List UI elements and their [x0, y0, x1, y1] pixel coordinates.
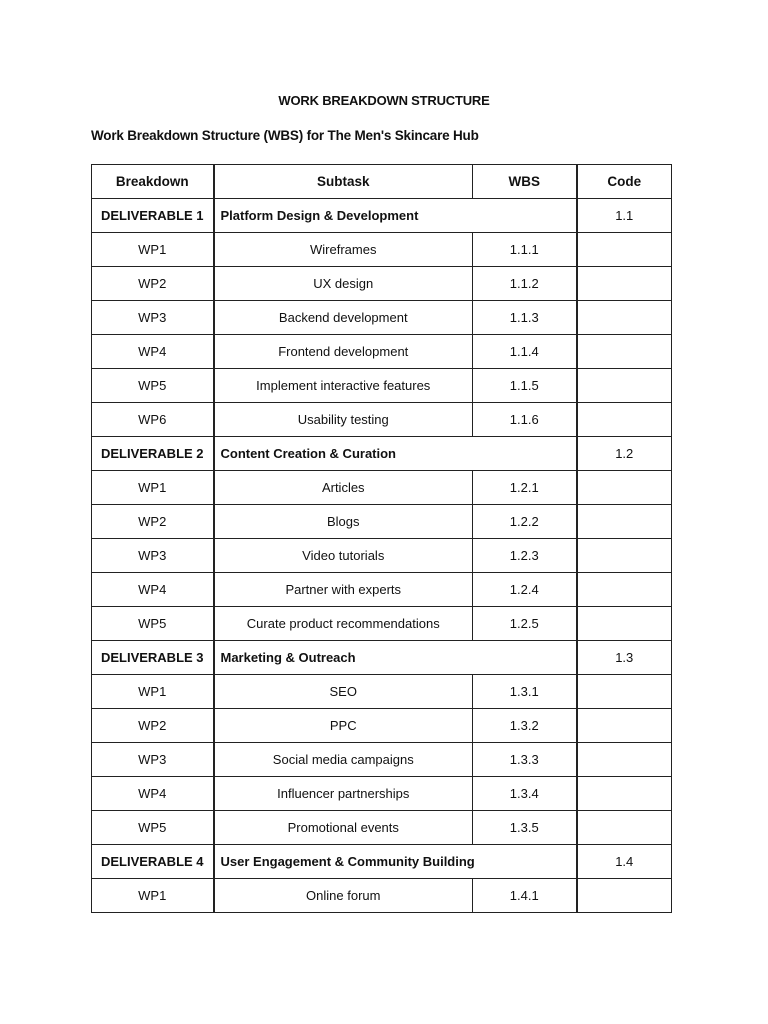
header-code: Code: [577, 165, 672, 199]
table-row: [92, 573, 672, 607]
wbs-cell: 1.1.4: [473, 335, 577, 369]
work-package-id: WP5: [92, 369, 214, 403]
code-cell: [577, 403, 672, 437]
code-cell: [577, 301, 672, 335]
table-row: [92, 539, 672, 573]
table-row: [92, 743, 672, 777]
subtask-cell: Social media campaigns: [214, 743, 473, 777]
subtask-cell: Articles: [214, 471, 473, 505]
work-package-id: WP3: [92, 743, 214, 777]
subtask-cell: PPC: [214, 709, 473, 743]
work-package-id: WP6: [92, 403, 214, 437]
code-cell: [577, 777, 672, 811]
table-row: [92, 709, 672, 743]
header-wbs: WBS: [473, 165, 577, 199]
table-row: [92, 811, 672, 845]
wbs-cell: 1.3.5: [473, 811, 577, 845]
wbs-cell: 1.2.3: [473, 539, 577, 573]
code-cell: [577, 879, 672, 913]
work-package-id: WP1: [92, 675, 214, 709]
table-row: [92, 471, 672, 505]
wbs-cell: 1.3.1: [473, 675, 577, 709]
subtask-cell: SEO: [214, 675, 473, 709]
code-cell: [577, 369, 672, 403]
table-row: [92, 335, 672, 369]
work-package-id: WP4: [92, 777, 214, 811]
code-cell: [577, 607, 672, 641]
subtask-cell: Online forum: [214, 879, 473, 913]
code-cell: [577, 573, 672, 607]
code-cell: [577, 505, 672, 539]
work-package-id: WP1: [92, 879, 214, 913]
subtask-cell: Influencer partnerships: [214, 777, 473, 811]
wbs-cell: 1.2.1: [473, 471, 577, 505]
deliverable-label: DELIVERABLE 1: [92, 199, 214, 233]
wbs-cell: 1.1.2: [473, 267, 577, 301]
code-cell: [577, 743, 672, 777]
subtask-cell: Usability testing: [214, 403, 473, 437]
work-package-id: WP1: [92, 233, 214, 267]
deliverable-code: 1.1: [577, 199, 672, 233]
work-package-id: WP4: [92, 573, 214, 607]
deliverable-row: [92, 845, 672, 879]
code-cell: [577, 539, 672, 573]
table-row: [92, 267, 672, 301]
deliverable-code: 1.4: [577, 845, 672, 879]
header-subtask: Subtask: [214, 165, 473, 199]
code-cell: [577, 471, 672, 505]
deliverable-code: 1.2: [577, 437, 672, 471]
table-header-row: [92, 165, 672, 199]
deliverable-title: Platform Design & Development: [214, 199, 577, 233]
wbs-cell: 1.1.5: [473, 369, 577, 403]
wbs-cell: 1.3.4: [473, 777, 577, 811]
wbs-table: [91, 164, 672, 913]
wbs-cell: 1.1.6: [473, 403, 577, 437]
deliverable-label: DELIVERABLE 4: [92, 845, 214, 879]
wbs-cell: 1.1.3: [473, 301, 577, 335]
subtask-cell: Curate product recommendations: [214, 607, 473, 641]
subtask-cell: Partner with experts: [214, 573, 473, 607]
work-package-id: WP2: [92, 505, 214, 539]
subtask-cell: Promotional events: [214, 811, 473, 845]
wbs-cell: 1.2.2: [473, 505, 577, 539]
work-package-id: WP5: [92, 811, 214, 845]
work-package-id: WP3: [92, 301, 214, 335]
code-cell: [577, 811, 672, 845]
wbs-cell: 1.3.3: [473, 743, 577, 777]
code-cell: [577, 709, 672, 743]
deliverable-label: DELIVERABLE 3: [92, 641, 214, 675]
deliverable-code: 1.3: [577, 641, 672, 675]
wbs-cell: 1.2.5: [473, 607, 577, 641]
code-cell: [577, 335, 672, 369]
deliverable-title: Content Creation & Curation: [214, 437, 577, 471]
subtask-cell: Implement interactive features: [214, 369, 473, 403]
code-cell: [577, 267, 672, 301]
wbs-cell: 1.2.4: [473, 573, 577, 607]
subtask-cell: UX design: [214, 267, 473, 301]
work-package-id: WP4: [92, 335, 214, 369]
subtask-cell: Video tutorials: [214, 539, 473, 573]
subtask-cell: Backend development: [214, 301, 473, 335]
table-row: [92, 505, 672, 539]
work-package-id: WP2: [92, 709, 214, 743]
deliverable-row: [92, 437, 672, 471]
page-subtitle: Work Breakdown Structure (WBS) for The Men's Skincare Hub: [91, 128, 479, 143]
deliverable-title: User Engagement & Community Building: [214, 845, 577, 879]
table-body: [92, 199, 672, 913]
work-package-id: WP5: [92, 607, 214, 641]
subtask-cell: Blogs: [214, 505, 473, 539]
table-row: [92, 879, 672, 913]
table-row: [92, 301, 672, 335]
deliverable-label: DELIVERABLE 2: [92, 437, 214, 471]
code-cell: [577, 233, 672, 267]
header-breakdown: Breakdown: [92, 165, 214, 199]
table-row: [92, 233, 672, 267]
subtask-cell: Wireframes: [214, 233, 473, 267]
code-cell: [577, 675, 672, 709]
work-package-id: WP2: [92, 267, 214, 301]
page-title: WORK BREAKDOWN STRUCTURE: [278, 93, 490, 108]
subtask-cell: Frontend development: [214, 335, 473, 369]
work-package-id: WP3: [92, 539, 214, 573]
wbs-cell: 1.4.1: [473, 879, 577, 913]
deliverable-title: Marketing & Outreach: [214, 641, 577, 675]
wbs-cell: 1.1.1: [473, 233, 577, 267]
wbs-cell: 1.3.2: [473, 709, 577, 743]
work-package-id: WP1: [92, 471, 214, 505]
deliverable-row: [92, 199, 672, 233]
table-row: [92, 369, 672, 403]
table-row: [92, 675, 672, 709]
deliverable-row: [92, 641, 672, 675]
table-row: [92, 777, 672, 811]
table-row: [92, 607, 672, 641]
table-row: [92, 403, 672, 437]
